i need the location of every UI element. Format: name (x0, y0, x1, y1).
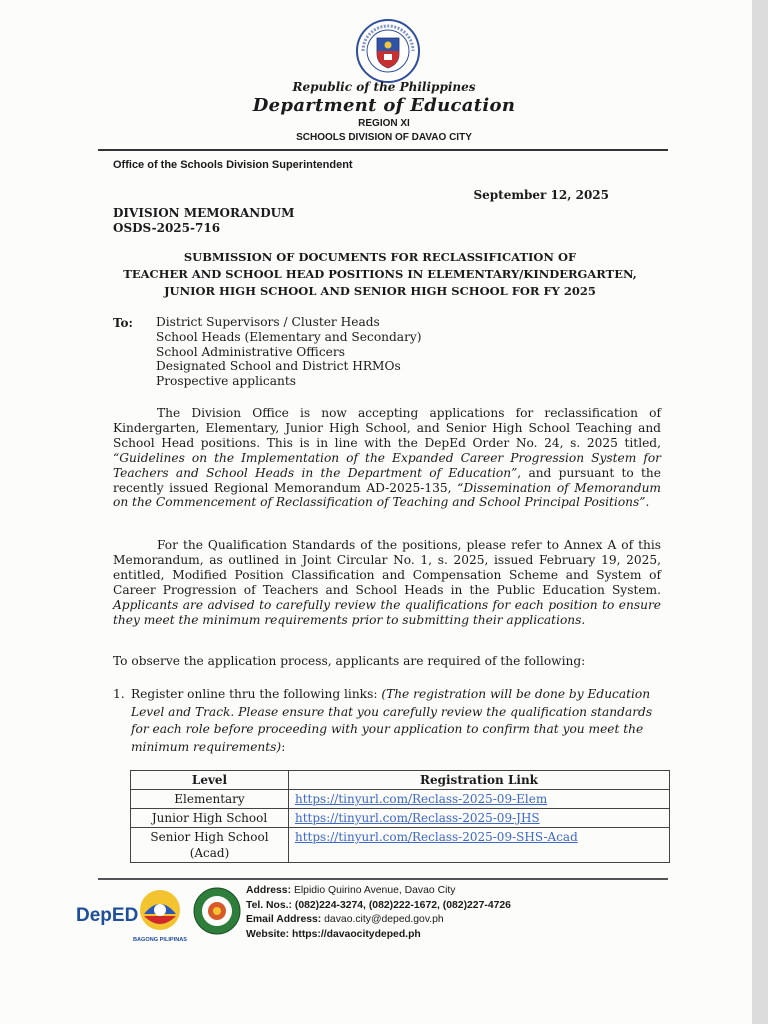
contact-block (246, 884, 511, 942)
text-run: . (645, 495, 650, 510)
text-run: : (281, 739, 286, 754)
department-heading: Department of Education (252, 95, 516, 116)
level-cell: Senior High School (Acad) (131, 828, 289, 863)
deped-order-title: “Guidelines on the Implementation of the Expanded Career Progression System for Teachers and School Heads in the Department of Education” (113, 450, 661, 480)
header-divider (98, 149, 668, 151)
footer-divider (98, 878, 668, 880)
subject-line: SUBMISSION OF DOCUMENTS FOR RECLASSIFICATION OF (183, 250, 577, 264)
advisory-text: Applicants are advised to carefully review the qualifications for each position to ensure they meet the minimum requirements prior to submitting their applications. (113, 597, 661, 627)
recipient-item: Designated School and District HRMOs (156, 359, 401, 374)
step-note: (The registration will be done by Education Level and Track. Please ensure that you carefully review the qualification standards for each role before proceeding with your application to confirm that you meet the minimum requirements) (131, 687, 653, 754)
paragraph-intro (113, 406, 661, 510)
address-line (246, 884, 511, 899)
davao-city-division-seal-icon (194, 888, 240, 934)
email-value[interactable]: davao.city@deped.gov.ph (324, 914, 444, 926)
table-row (131, 809, 670, 828)
level-cell: Junior High School (131, 809, 289, 828)
division-heading: SCHOOLS DIVISION OF DAVAO CITY (296, 132, 472, 143)
email-label: Email Address: (246, 914, 322, 926)
subject-line: JUNIOR HIGH SCHOOL AND SENIOR HIGH SCHOOL FOR FY 2025 (164, 284, 596, 298)
footer-logos (74, 884, 244, 944)
website-line (246, 928, 511, 943)
memo-date: September 12, 2025 (473, 188, 609, 202)
address-label: Address: (246, 885, 292, 896)
step-register (113, 686, 661, 756)
registration-table (130, 770, 670, 863)
memo-number: OSDS-2025-716 (113, 221, 221, 235)
step-number: 1. (113, 687, 125, 701)
regional-memo-title: “Dissemination of Memorandum on the Commencement of Reclassification of Teaching and School Principal Positions” (113, 480, 661, 510)
paragraph-process: To observe the application process, applicants are required of the following: (113, 654, 586, 668)
deped-logo-icon (76, 905, 138, 926)
text-run: Register online thru the following links: (131, 687, 382, 701)
page-edge-shadow (752, 0, 768, 1024)
registration-link[interactable]: https://tinyurl.com/Reclass-2025-09-JHS (289, 809, 670, 828)
bagong-pilipinas-text: BAGONG PILIPINAS (132, 937, 188, 943)
recipient-list (156, 315, 422, 389)
registration-link[interactable]: https://tinyurl.com/Reclass-2025-09-SHS-Acad (289, 828, 670, 863)
table-row (131, 790, 670, 809)
level-cell: Elementary (131, 790, 289, 809)
table-row (131, 828, 670, 863)
tel-line (246, 899, 511, 914)
text-run: , and pursuant to the recently issued Regional Memorandum AD-2025-135, (113, 465, 661, 495)
column-header: Registration Link (289, 771, 670, 790)
memo-type: DIVISION MEMORANDUM (113, 206, 295, 220)
region-heading: REGION XI (358, 118, 410, 129)
subject-line: TEACHER AND SCHOOL HEAD POSITIONS IN ELEMENTARY/KINDERGARTEN, (123, 267, 637, 281)
recipient-item: District Supervisors / Cluster Heads (156, 315, 380, 329)
tel-label: Tel. Nos.: (246, 899, 292, 911)
tel-value: (082)224-3274, (082)222-1672, (082)227-4726 (294, 899, 511, 911)
to-label: To: (113, 316, 133, 330)
paragraph-qualifications (113, 538, 661, 627)
memo-subject (100, 249, 660, 300)
text-run: For the Qualification Standards of the positions, please refer to Annex A of this Memorandum, as outlined in Joint Circular No. 1, s. 2025, issued February 19, 2025, entitled, Modified Position Classification and Compensation Scheme and System of Career Progression of Teachers and School Heads in the Public Education System. (113, 538, 661, 597)
registration-link[interactable]: https://tinyurl.com/Reclass-2025-09-Elem (289, 790, 670, 809)
table-header-row (131, 771, 670, 790)
office-label: Office of the Schools Division Superintendent (113, 159, 353, 171)
column-header: Level (131, 771, 289, 790)
deped-logo-text: DepED (76, 905, 139, 926)
website-label: Website: (246, 928, 290, 940)
address-value: Elpidio Quirino Avenue, Davao City (293, 885, 456, 896)
recipient-item: Prospective applicants (156, 374, 296, 389)
website-value[interactable]: https://davaocitydeped.ph (292, 928, 421, 940)
bagong-pilipinas-logo-icon (133, 890, 187, 943)
republic-heading: Republic of the Philippines (292, 80, 476, 94)
recipient-item: School Heads (Elementary and Secondary) (156, 329, 422, 344)
email-line (246, 913, 511, 928)
deped-seal-icon (355, 18, 421, 84)
text-run: The Division Office is now accepting applications for reclassification of Kindergarten, Elementary, Junior High School, and Senior High School Teaching and School Head positions. This is in line with the DepEd Order No. 24, s. 2025 titled, (113, 406, 661, 450)
recipient-item: School Administrative Officers (156, 344, 345, 359)
